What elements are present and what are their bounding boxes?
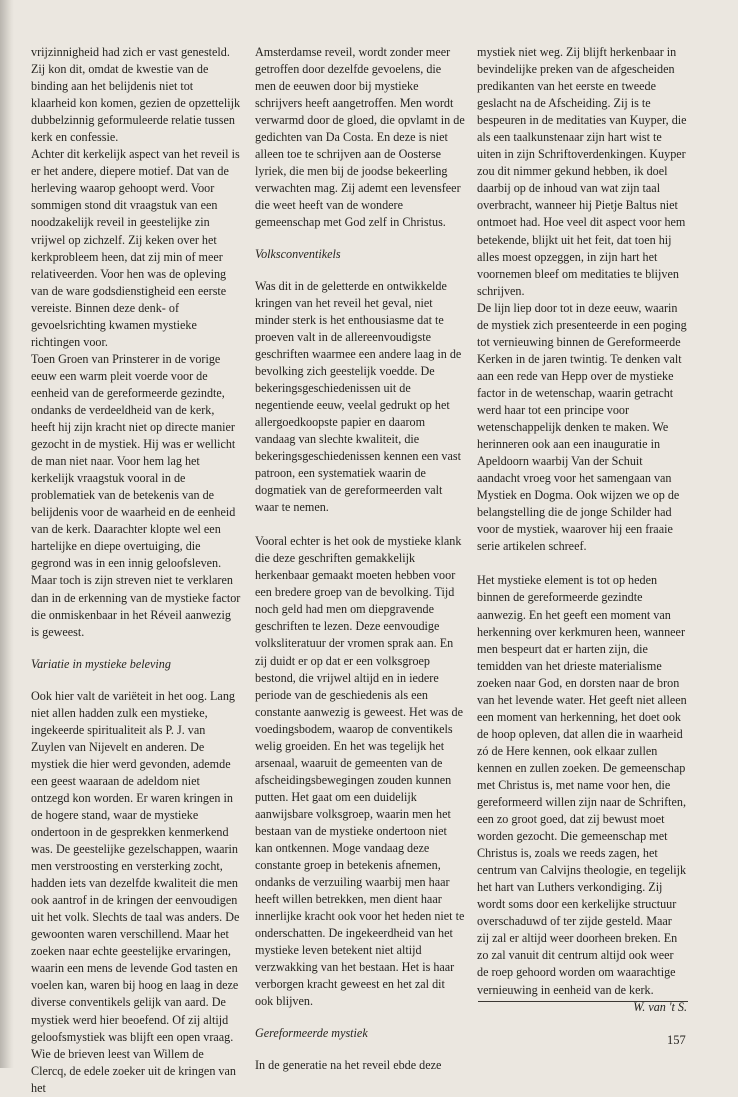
paragraph: Was dit in de geletterde en ontwikkelde kringen van het reveil het geval, niet minder sterk is het enthousiasme dat te proeven valt in de allereenvoudigste geschriften waarmee een andere laag in de bevolking zich geestelijk voedde. De bekeringsgeschiedenissen uit de negentiende eeuw, veelal gedrukt op het allergoedkoopste papier en daarom vandaag van slechte kwaliteit, die bekeringsgeschiedenissen kennen een vast patroon, een systematiek waarin de dogmatiek van de gereformeerden valt waar te nemen. (255, 278, 462, 515)
paragraph: vrijzinnigheid had zich er vast genesteld. Zij kon dit, omdat de kwestie van de binding aan het belijdenis niet tot klaarheid kon komen, gezien de opzettelijk dubbelzinnig geformuleerde relatie tussen kerk en confessie. (31, 45, 241, 145)
paragraph: Ook hier valt de variëteit in het oog. Lang niet allen hadden zulk een mystieke, ingekeerde spiritualiteit als P. J. van Zuylen van Nijevelt en anderen. De mystiek die hier werd gevonden, ademde een geest waaraan de adeldom niet ontzegd kon worden. Er waren kringen in de hogere stand, waar de mystieke ondertoon in de gesprekken kenmerkend was. De geestelijke gezelschappen, waarin men verstroosting en versterking zocht, hadden iets van dezelfde kwaliteit die men ook aantrof in de kringen der eenvoudigen uit het volk. Slechts de taal was anders. De gewoonten waren verschillend. Maar het zoeken naar echte geestelijke ervaringen, waarin een mens de levende God tasten en voelen kan, waren bij hoog en laag in deze diverse conventikels gelijk van aard. De mystiek werd hier beoefend. Of zij altijd geloofsmystiek was blijft een open vraag. Wie de brieven leest van Willem de Clercq, de edele zoeker uit de kringen van het (31, 688, 240, 1095)
paragraph: Vooral echter is het ook de mystieke klank die deze geschriften gemakkelijk herkenbaar gemaakt moeten hebben voor een bredere groep van de bevolking. Tijd noch geld had men om diepgravende geschriften te lezen. Deze eenvoudige volksliteratuur der vromen sprak aan. En zij duidt er op dat er een volksgroep bestond, die vrijwel altijd en in iedere periode van de geschiedenis als een constante aanwezig is geweest. Het was de voedingsbodem, waarop de conventikels welig groeiden. En het was tegelijk het arsenaal, waaruit de gemeenten van de afscheidingsbewegingen zouden kunnen putten. Het gaat om een duidelijk aanwijsbare volksgroep, waarin men het bestaan van de mystieke ondertoon niet kan ontkennen. Moge vandaag deze constante groep in betekenis afnemen, ondanks de verzuiling waarbij men haar heeft willen betrekken, men dient haar innerlijke kracht ook voor het heden niet te onderschatten. De ingekeerdheid van het mystieke leven betekent niet altijd verzwakking van het bestaan. Het is haar verborgen kracht geweest en het zal dit ook blijven. (255, 534, 465, 1009)
section-heading-variatie: Variatie in mystieke beleving (31, 656, 171, 671)
paragraph: De lijn liep door tot in deze eeuw, waarin de mystiek zich presenteerde in een poging tot vernieuwing binnen de Gereformeerde Kerken in de jaren twintig. Te denken valt aan een rede van Hepp over de mystieke factor in de wetenschap, waarin getracht werd haar tot een principe voor wetenschappelijk denken te maken. We herinneren ook aan een inauguratie in Apeldoorn waarbij Van der Schuit aandacht vroeg voor het samengaan van Mystiek en Dogma. Ook wijzen we op de belangstelling die de jonge Schilder had voor de mystiek, waarover hij een fraaie serie artikelen schreef. (477, 300, 687, 554)
paragraph: mystiek niet weg. Zij blijft herkenbaar in bevindelijke preken van de afgescheiden predikanten van het eerste en tweede geslacht na de Afscheiding. Zij is te bespeuren in de meditaties van Kuyper, die als een taalkunstenaar zijn hart wist te uiten in zijn Schriftoverdenkingen. Kuyper zou dit nimmer gekund hebben, ik doel daarbij op de inhoud van wat zijn taal overbracht, wanneer hij Pietje Baltus niet ontmoet had. Hoe veel dit aspect voor hem betekende, blijkt uit het feit, dat toen hij alles moest opzeggen, in zijn hart het voornemen bleef om meditaties te blijven schrijven. (477, 45, 687, 298)
author-signature: W. van 't S. (633, 999, 687, 1014)
paragraph: Amsterdamse reveil, wordt zonder meer getroffen door dezelfde gevoelens, die men de eeuwen door bij mystieke schrijvers heeft aangetroffen. Men wordt verwarmd door de gloed, die opvlamt in de gedichten van Da Costa. En deze is niet alleen toe te schrijven aan de Oosterse lyriek, die men bij de joodse bekeerling verwachten mag. Zij ademt een levensfeer die weet heeft van de wondere gemeenschap met God zelf in Christus. (255, 45, 465, 230)
paragraph: In de generatie na het reveil ebde deze (255, 1058, 442, 1073)
section-heading-volksconventikels: Volksconventikels (255, 246, 341, 261)
closing-rule (478, 1001, 688, 1002)
book-spine-shadow (0, 0, 14, 1068)
column-2 (255, 44, 465, 1075)
page-number: 157 (667, 1033, 686, 1047)
paragraph: Toen Groen van Prinsterer in de vorige eeuw een warm pleit voerde voor de eenheid van de gereformeerde gezindte, ondanks de verdeeldheid van de kerk, heeft hij zijn kracht niet op directe manier gezocht in de mystiek. Hij was er wellicht de man niet naar. Voor hem lag het kerkelijk vraagstuk vooral in de problematiek van de betekenis van de belijdenis voor de waarheid en de eenheid van de kerk. Daarachter klopte wel een hartelijke en diepe overtuiging, die gegrond was in een innig geloofsleven. Maar toch is zijn streven niet te verklaren dan in de erkenning van de mystieke factor die onmiskenbaar in het Réveil aanwezig is geweest. (31, 351, 241, 639)
paragraph: Het mystieke element is tot op heden binnen de gereformeerde gezindte aanwezig. En het geeft een moment van herkenning over kerkmuren heen, wanneer men bespeurt dat er harten zijn, die temidden van het drieste materialisme zoeken naar God, en dorsten naar de bron van het levende water. Het geeft niet alleen een moment van herkenning, het doet ook de hoop opleven, dat allen die in waarheid zó de Here kennen, ook elkaar zullen kennen en zullen zoeken. De gemeenschap met Christus is, met name voor hen, die gereformeerd willen zijn naar de Schriften, een zo groot goed, dat zij bewust moet worden gezocht. Die gemeenschap met Christus is, zoals we reeds zagen, het centrum van Calvijns theologie, en tegelijk het hart van Luthers verkondiging. Zij wordt soms door een kerkelijke structuur overschaduwd of ter zijde gesteld. Maar zij zal er altijd weer doorheen breken. En zo zal vanuit dit centrum altijd ook weer de roep gehoord worden om waarachtige vernieuwing in eenheid van de kerk. (477, 573, 687, 997)
column-1 (31, 44, 241, 1097)
section-heading-gereformeerde-mystiek: Gereformeerde mystiek (255, 1026, 368, 1041)
column-3 (477, 44, 687, 1016)
paragraph: Achter dit kerkelijk aspect van het reveil is er het andere, diepere motief. Dat van de herleving waarop gehoopt werd. Voor sommigen stond dit vraagstuk van een noodzakelijk reveil in geestelijke zin vrijwel op zichzelf. Zij keken over het kerkprobleem heen, dat zij min of meer relativeerden. Voor hen was de opleving van de ware godsdienstigheid een eerste vereiste. Binnen deze denk- of gevoelsrichting kwamen mystieke richtingen voor. (31, 147, 240, 349)
